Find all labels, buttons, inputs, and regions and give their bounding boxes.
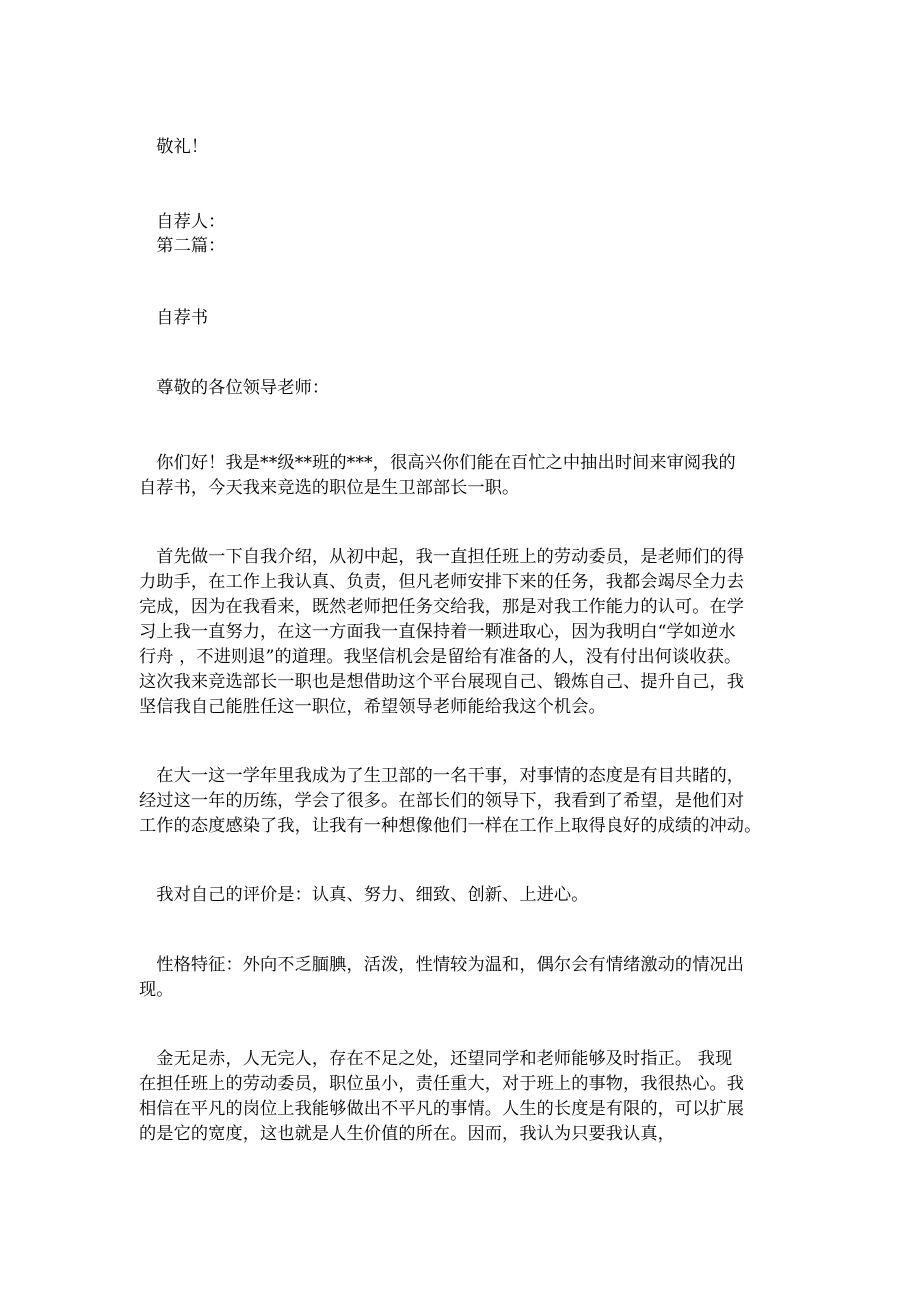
paragraph-line: 现。 — [139, 980, 174, 1000]
paragraph-line: 性格特征：外向不乏腼腆，活泼，性情较为温和，偶尔会有情绪激动的情况出 — [139, 955, 745, 975]
paragraph-line: 自荐书，今天我来竞选的职位是生卫部部长一职。 — [139, 478, 520, 498]
part-label: 第二篇： — [139, 236, 226, 256]
paragraph-line: 坚信我自己能胜任这一职位，希望领导老师能给我这个机会。 — [139, 697, 606, 717]
closing-line: 敬礼！ — [139, 137, 209, 157]
paragraph-line: 经过这一年的历练，学会了很多。在部长们的领导下，我看到了希望，是他们对 — [139, 791, 745, 811]
paragraph-line: 你们好！我是**级**班的***，很高兴你们能在百忙之中抽出时间来审阅我的 — [139, 453, 736, 473]
paragraph-line: 金无足赤，人无完人，存在不足之处，还望同学和老师能够及时指正。 我现 — [139, 1049, 733, 1069]
recommender-label: 自荐人： — [139, 212, 226, 232]
paragraph-line: 力助手，在工作上我认真、负责，但凡老师安排下来的任务，我都会竭尽全力去 — [139, 572, 745, 592]
paragraph-line: 这次我来竞选部长一职也是想借助这个平台展现自己、锻炼自己、提升自己，我 — [139, 672, 745, 692]
paragraph-line: 的是它的宽度，这也就是人生价值的所在。因而，我认为只要我认真， — [139, 1124, 675, 1144]
paragraph-line: 行舟 ，不进则退”的道理。我坚信机会是留给有准备的人，没有付出何谈收获。 — [139, 647, 742, 667]
document-title: 自荐书 — [139, 308, 209, 328]
paragraph-line: 首先做一下自我介绍，从初中起，我一直担任班上的劳动委员，是老师们的得 — [139, 547, 745, 567]
paragraph-line: 习上我一直努力，在这一方面我一直保持着一颗进取心，因为我明白“学如逆水 — [139, 622, 736, 642]
paragraph-line: 在大一这一学年里我成为了生卫部的一名干事，对事情的态度是有目共睹的， — [139, 766, 745, 786]
paragraph-line: 我对自己的评价是：认真、努力、细致、创新、上进心。 — [139, 885, 589, 905]
paragraph-line: 在担任班上的劳动委员，职位虽小，责任重大，对于班上的事物，我很热心。我 — [139, 1074, 745, 1094]
paragraph-line: 相信在平凡的岗位上我能够做出不平凡的事情。人生的长度是有限的，可以扩展 — [139, 1099, 745, 1119]
paragraph-line: 工作的态度感染了我，让我有一种想像他们一样在工作上取得良好的成绩的冲动。 — [139, 816, 762, 836]
paragraph-line: 完成，因为在我看来，既然老师把任务交给我，那是对我工作能力的认可。在学 — [139, 597, 745, 617]
salutation-line: 尊敬的各位领导老师： — [139, 378, 330, 398]
